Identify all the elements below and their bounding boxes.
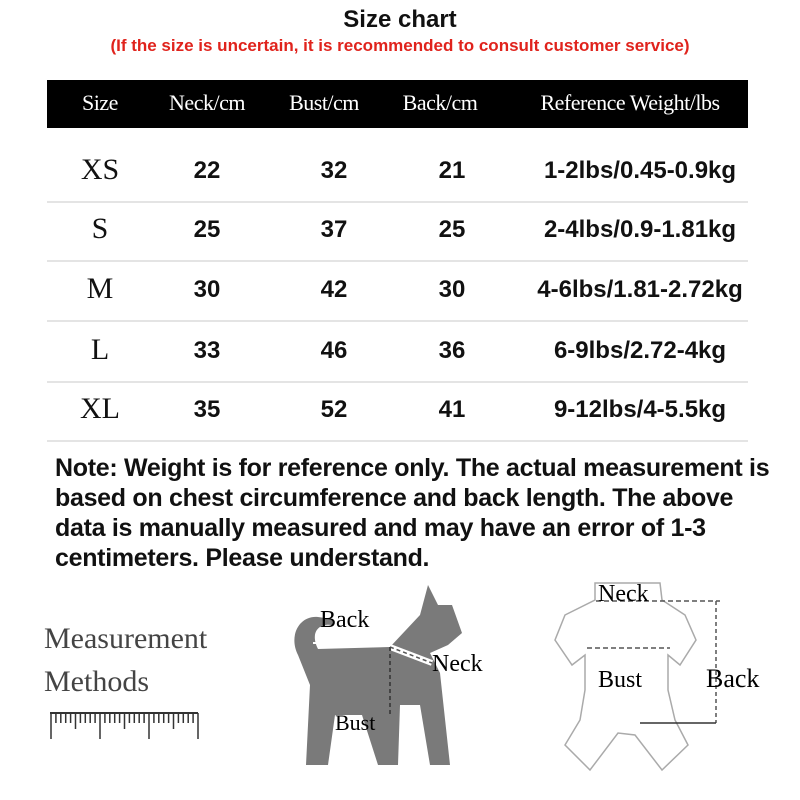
column-header-neck: Neck/cm (169, 90, 245, 115)
page-title: Size chart (343, 6, 457, 33)
column-header-back: Back/cm (402, 90, 478, 115)
cell-neck: 25 (193, 216, 221, 243)
cell-back: 36 (438, 337, 466, 364)
cell-back: 41 (438, 396, 466, 423)
garment-back-label: Back (706, 664, 760, 693)
dog-back-label: Back (320, 607, 370, 633)
cell-neck: 33 (193, 337, 221, 364)
cell-bust: 42 (320, 276, 348, 303)
cell-size: XL (80, 392, 120, 425)
cell-neck: 30 (193, 276, 221, 303)
cell-bust: 52 (320, 396, 348, 423)
column-header-size: Size (82, 90, 118, 115)
cell-back: 30 (438, 276, 466, 303)
cell-bust: 37 (320, 216, 348, 243)
cell-back: 25 (438, 216, 466, 243)
cell-weight: 2-4lbs/0.9-1.81kg (543, 216, 737, 243)
table-header (47, 80, 748, 128)
dog-diagram (280, 575, 500, 775)
cell-neck: 35 (193, 396, 221, 423)
cell-bust: 46 (320, 337, 348, 364)
cell-weight: 1-2lbs/0.45-0.9kg (543, 157, 737, 184)
cell-weight: 4-6lbs/1.81-2.72kg (537, 276, 743, 303)
ruler-icon (48, 705, 208, 741)
table-row (47, 323, 748, 383)
table-row (47, 382, 748, 442)
cell-back: 21 (438, 157, 466, 184)
dog-bust-label: Bust (335, 710, 376, 735)
cell-neck: 22 (193, 157, 221, 184)
garment-bust-label: Bust (598, 667, 643, 693)
dog-neck-label: Neck (432, 651, 483, 677)
page-subtitle: (If the size is uncertain, it is recommended to consult customer service) (110, 36, 690, 55)
table-row (47, 202, 748, 262)
garment-diagram (540, 575, 780, 775)
garment-neck-label: Neck (598, 581, 649, 607)
measurement-title-line2: Methods (44, 665, 149, 698)
cell-size: M (86, 272, 114, 305)
measurement-title-line1: Measurement (44, 622, 208, 655)
cell-weight: 9-12lbs/4-5.5kg (553, 396, 727, 423)
column-header-weight: Reference Weight/lbs (540, 90, 720, 115)
cell-weight: 6-9lbs/2.72-4kg (553, 337, 727, 364)
note-text: Note: Weight is for reference only. The actual measurement is based on chest circumference and back length. The above data is manually measured and may have an error of 1-3 centimeters. Please understand. (55, 454, 770, 572)
cell-size: L (90, 333, 110, 366)
cell-size: S (91, 212, 109, 245)
column-header-bust: Bust/cm (289, 90, 359, 115)
cell-bust: 32 (320, 157, 348, 184)
table-row (47, 262, 748, 322)
cell-size: XS (80, 153, 120, 186)
table-row (47, 143, 748, 203)
